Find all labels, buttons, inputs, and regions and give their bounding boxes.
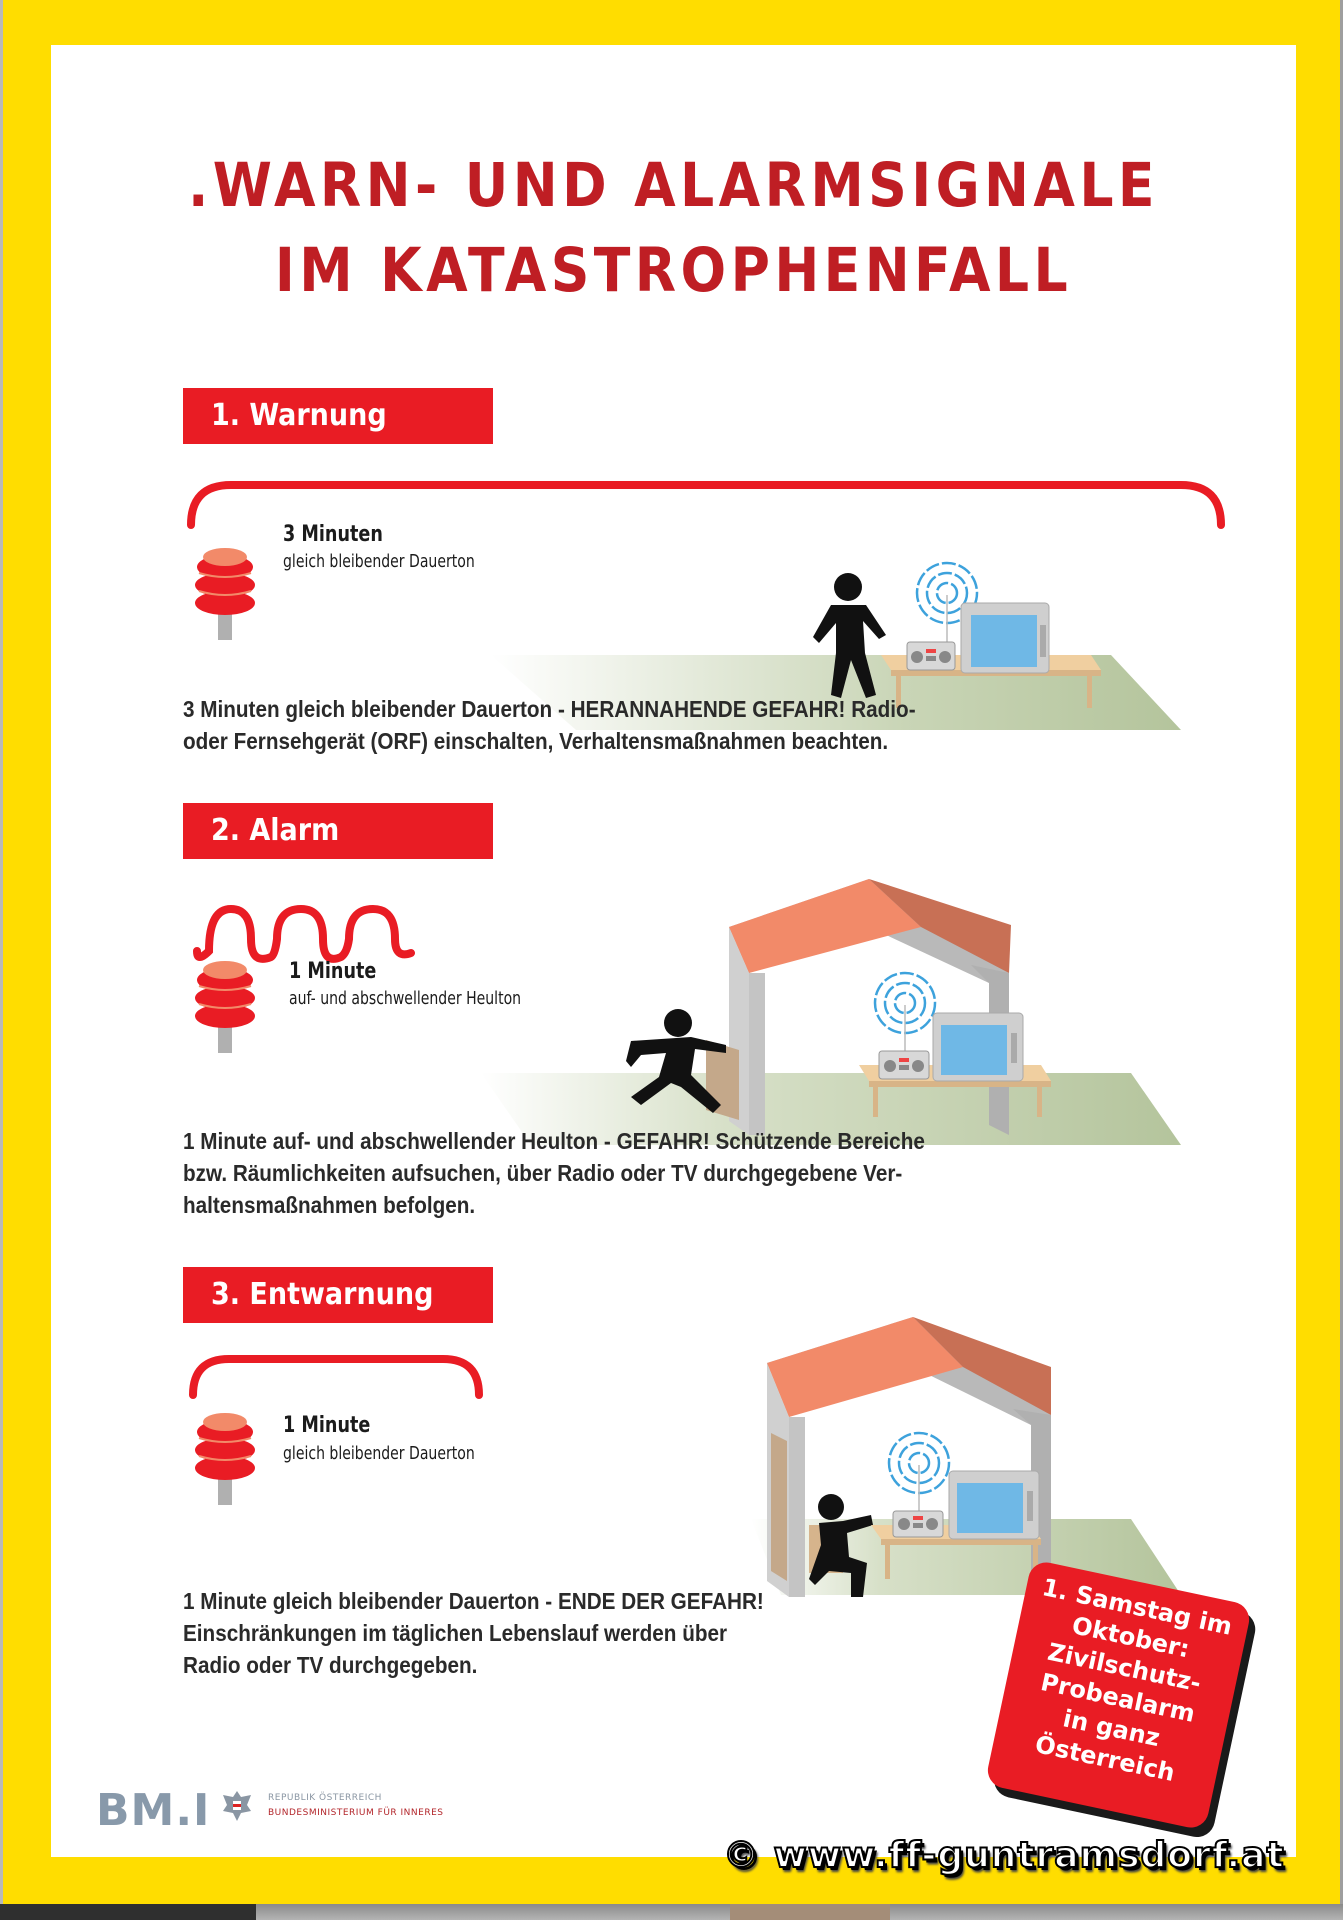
signal-duration: 1 Minute [283, 1413, 371, 1438]
signal-duration: 1 Minute [289, 959, 377, 984]
section-label-alarm: 2. Alarm [183, 803, 493, 859]
alarm-scene [481, 855, 1241, 1155]
probealarm-badge-text: 1. Samstag im Oktober: Zivilschutz- Probealarm in ganz Österreich [1032, 1573, 1235, 1788]
tv-icon [949, 1471, 1039, 1539]
copyright-watermark: © www.ff-guntramsdorf.at [723, 1835, 1285, 1876]
austrian-eagle-icon [221, 1787, 253, 1823]
signal-duration: 3 Minuten [283, 522, 383, 547]
poster-title-line-2: IM KATASTROPHENFALL [274, 235, 1073, 306]
tv-icon [961, 603, 1049, 673]
radio-icon [907, 642, 955, 670]
steady-tone-arc [191, 485, 1221, 525]
probealarm-badge [985, 1559, 1253, 1831]
siren-icon [191, 535, 261, 645]
ministry-name: BUNDESMINISTERIUM FÜR INNERES [268, 1808, 444, 1818]
siren-icon [191, 1400, 261, 1510]
steady-tone-arc [193, 1359, 479, 1395]
signal-type: gleich bleibender Dauerton [283, 551, 475, 572]
radio-icon [879, 1051, 929, 1079]
entwarnung-scene [751, 1305, 1251, 1605]
signal-type: auf- und abschwellender Heulton [289, 988, 522, 1009]
tv-icon [933, 1013, 1023, 1081]
poster [51, 45, 1296, 1876]
siren-icon [191, 948, 261, 1058]
section-label-entwarnung: 3. Entwarnung [183, 1267, 493, 1323]
entwarnung-description: 1 Minute gleich bleibender Dauerton - ENDE DER GEFAHR! Einschränkungen im täglichen Lebenslauf werden über Radio oder TV durchgegeben. [183, 1588, 764, 1678]
taskbar-dark-area [0, 1904, 256, 1920]
ministry-country: REPUBLIK ÖSTERREICH [268, 1793, 382, 1803]
bmi-logo: BM.I [96, 1785, 211, 1836]
desktop-strip [0, 1904, 1343, 1920]
frame-edge [0, 0, 3, 1904]
section-label-warnung: 1. Warnung [183, 388, 493, 444]
radio-icon [893, 1511, 943, 1537]
warnung-description: 3 Minuten gleich bleibender Dauerton - HERANNAHENDE GEFAHR! Radio- oder Fernsehgerät (ORF) einschalten, Verhaltensmaßnahmen beachten. [183, 696, 916, 754]
signal-type: gleich bleibender Dauerton [283, 1443, 475, 1464]
thumbnail-image [730, 1904, 890, 1920]
alarm-description: 1 Minute auf- und abschwellender Heulton - GEFAHR! Schützende Bereiche bzw. Räumlichkeiten aufsuchen, über Radio oder TV durchgegebene Ver- haltensmaßnahmen befolgen. [183, 1128, 925, 1218]
poster-title-line-1: .WARN- UND ALARMSIGNALE [187, 150, 1159, 221]
